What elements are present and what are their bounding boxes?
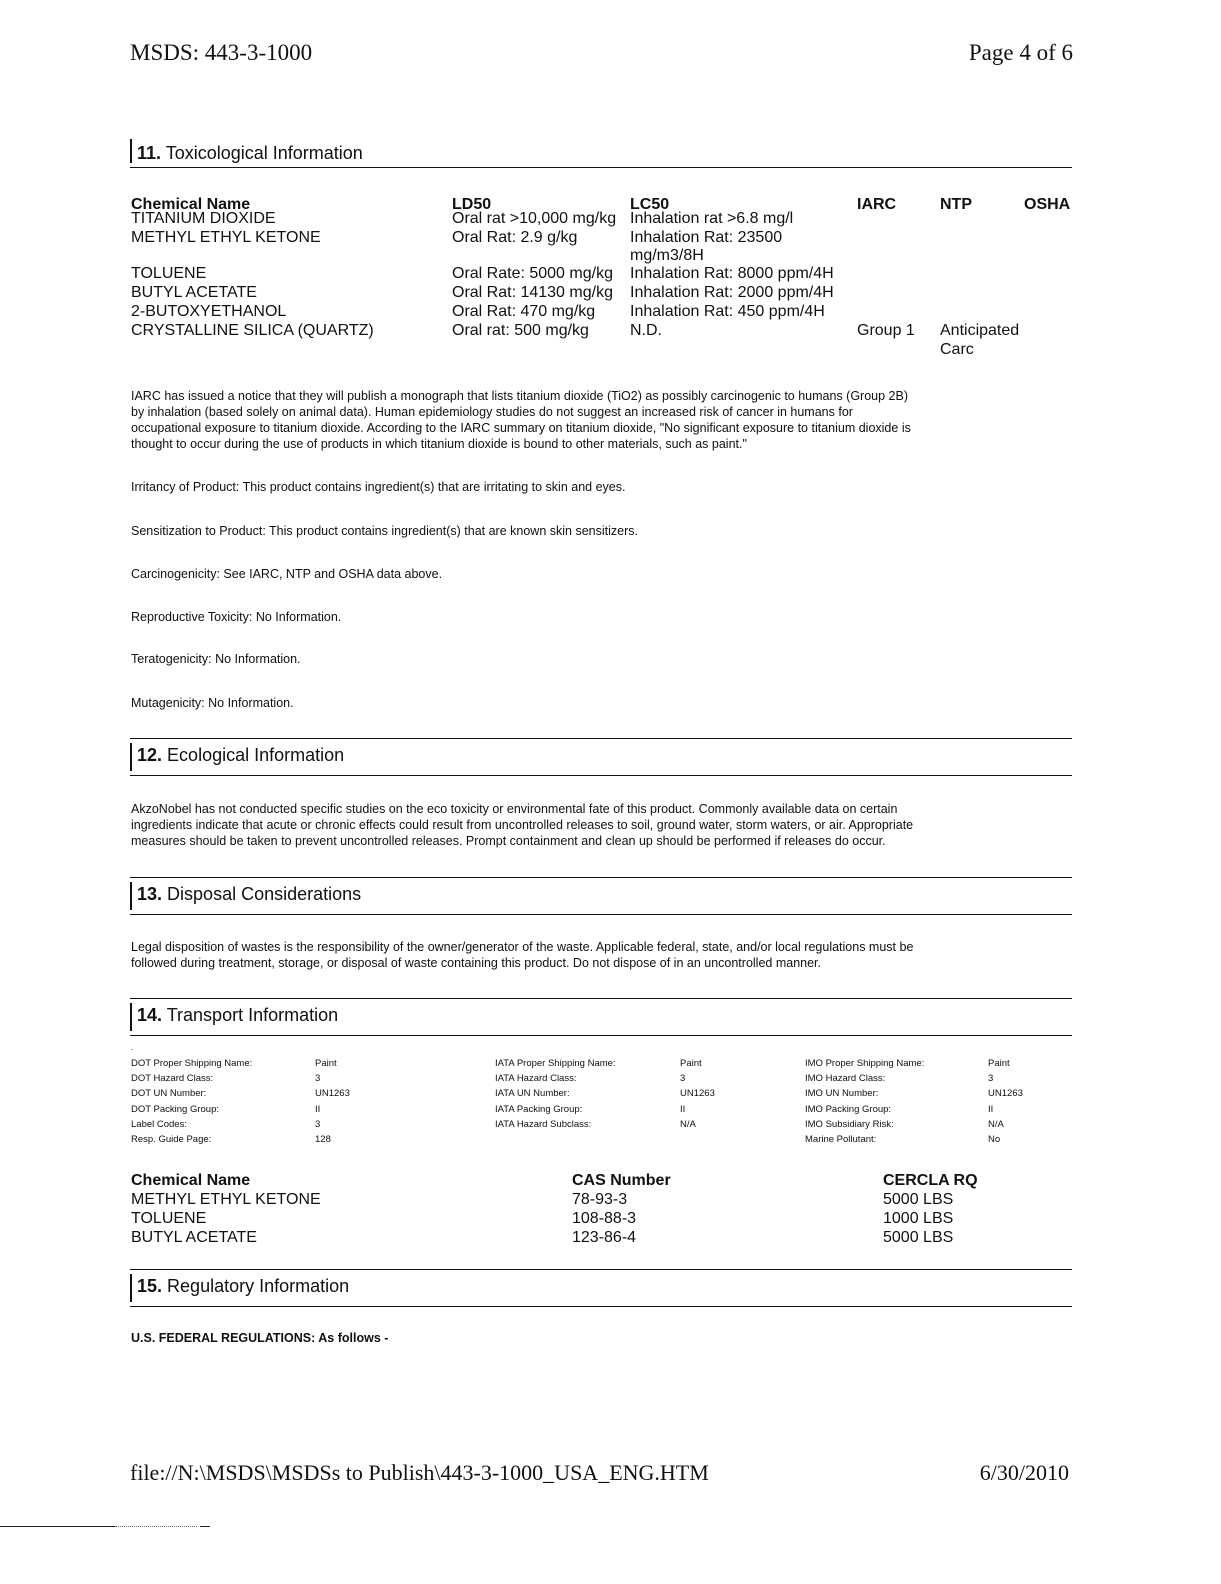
imo-label: Marine Pollutant: [805,1134,877,1145]
dot-value: 3 [315,1118,321,1130]
cercla-row-rq: 5000 LBS [883,1191,954,1208]
tox-row-lc50: Inhalation rat >6.8 mg/l [630,210,794,227]
tox-row-name: METHYL ETHYL KETONE [131,229,321,246]
imo-label: IMO Subsidiary Risk: [805,1118,894,1130]
cercla-header-rq: CERCLA RQ [883,1172,978,1189]
iata-label: IATA Proper Shipping Name: [495,1058,616,1069]
teratogenicity-text: Teratogenicity: No Information. [131,652,301,666]
section-13-header: 13. Disposal Considerations [130,877,1072,915]
dot-label: Resp. Guide Page: [131,1134,212,1145]
cercla-row-name: METHYL ETHYL KETONE [131,1191,321,1208]
tox-row-lc50: Inhalation Rat: 450 ppm/4H [630,303,825,320]
imo-value: II [988,1103,994,1115]
mutagenicity-text: Mutagenicity: No Information. [131,696,294,710]
tox-row-ld50: Oral Rat: 470 mg/kg [452,303,596,320]
iata-label: IATA Hazard Class: [495,1073,577,1085]
cercla-row-cas: 108-88-3 [572,1210,637,1227]
iata-value: N/A [680,1118,696,1130]
tox-row-ntp: Anticipated [940,322,1020,339]
tox-row-lc50-cont: mg/m3/8H [630,247,704,264]
tox-row-name: 2-BUTOXYETHANOL [131,303,287,320]
tox-row-lc50: Inhalation Rat: 23500 [630,229,783,246]
section-12-title: Ecological Information [167,745,345,765]
sensitization-text: Sensitization to Product: This product contains ingredient(s) that are known skin sensitizers. [131,524,638,538]
iata-label: IATA UN Number: [495,1088,570,1100]
section-15-header: 15. Regulatory Information [130,1269,1072,1307]
dot-label: DOT Hazard Class: [131,1073,214,1085]
tox-row-ntp-cont: Carc [940,341,974,358]
iata-value: Paint [680,1058,702,1069]
carcinogenicity-text: Carcinogenicity: See IARC, NTP and OSHA data above. [131,567,443,581]
tox-row-lc50: N.D. [630,322,662,339]
disposal-text: Legal disposition of wastes is the responsibility of the owner/generator of the waste. Applicable federal, state, and/or local regulations must be followed during treatment, storage, or disposal of waste containing this product. Do not dispose of in an uncontrolled manner. [131,940,914,970]
imo-label: IMO Packing Group: [805,1103,892,1115]
dot-value: 3 [315,1073,321,1085]
cercla-row-rq: 1000 LBS [883,1210,954,1227]
tox-row-name: CRYSTALLINE SILICA (QUARTZ) [131,322,374,339]
dot-value: UN1263 [315,1088,350,1100]
iata-value: 3 [680,1073,686,1085]
section-12-header: 12. Ecological Information [130,738,1072,776]
iata-value: UN1263 [680,1088,715,1100]
imo-label: IMO Proper Shipping Name: [805,1058,925,1069]
tox-header-iarc: IARC [857,196,897,213]
iarc-note: IARC has issued a notice that they will publish a monograph that lists titanium dioxide (TiO2) as possibly carcinogenic to humans (Group 2B) by inhalation (based solely on animal data). Human epidemiology studies do not suggest an increased risk of cancer in humans for occupational exposure to titanium dioxide. According to the IARC summary on titanium dioxide, "No significant exposure to titanium dioxide is thought to occur during the use of products in which titanium dioxide is bound to other materials, such as paint." [131,389,911,451]
tox-header-ntp: NTP [940,196,972,213]
cercla-row-rq: 5000 LBS [883,1229,954,1246]
dot-label: DOT Packing Group: [131,1103,220,1115]
tox-row-ld50: Oral rat: 500 mg/kg [452,322,589,339]
dot-value: II [315,1103,321,1115]
dot-value: 128 [315,1134,331,1145]
section-14-header: 14. Transport Information [130,998,1072,1036]
tox-row-ld50: Oral Rat: 14130 mg/kg [452,284,613,301]
tox-row-ld50: Oral rat >10,000 mg/kg [452,210,617,227]
imo-label: IMO Hazard Class: [805,1073,886,1085]
iata-value: II [680,1103,686,1115]
dot-label: DOT UN Number: [131,1088,207,1100]
reproductive-text: Reproductive Toxicity: No Information. [131,610,342,624]
imo-value: N/A [988,1118,1004,1130]
ecological-text: AkzoNobel has not conducted specific studies on the eco toxicity or environmental fate of this product. Commonly available data on certain ingredients indicate that acute or chronic effects could result from uncontrolled releases to soil, ground water, storm waters, or air. Appropriate measures should be taken to prevent uncontrolled releases. Prompt containment and clean up should be performed if releases do occur. [131,802,914,848]
irritancy-text: Irritancy of Product: This product contains ingredient(s) that are irritating to skin and eyes. [131,480,626,494]
iata-label: IATA Hazard Subclass: [495,1118,592,1130]
tox-row-lc50: Inhalation Rat: 2000 ppm/4H [630,284,834,301]
federal-regulations-text: U.S. FEDERAL REGULATIONS: As follows - [131,1331,389,1345]
page-number: Page 4 of 6 [968,40,1073,65]
imo-value: Paint [988,1058,1010,1069]
doc-id: MSDS: 443-3-1000 [130,40,313,65]
cercla-row-cas: 78-93-3 [572,1191,628,1208]
tox-header-osha: OSHA [1024,196,1071,213]
imo-label: IMO UN Number: [805,1088,879,1100]
imo-value: UN1263 [988,1088,1023,1100]
dot-label: DOT Proper Shipping Name: [131,1058,253,1069]
imo-value: No [988,1134,1001,1145]
tox-row-lc50: Inhalation Rat: 8000 ppm/4H [630,265,834,282]
section-15-title: Regulatory Information [167,1276,350,1296]
cercla-header-name: Chemical Name [131,1172,251,1189]
tox-row-iarc: Group 1 [857,322,915,339]
section-11-title: Toxicological Information [165,143,363,163]
tox-row-name: BUTYL ACETATE [131,284,257,301]
section-13-title: Disposal Considerations [167,884,362,904]
tox-row-name: TOLUENE [131,265,207,282]
cercla-row-name: TOLUENE [131,1210,207,1227]
tox-row-name: TITANIUM DIOXIDE [131,210,276,227]
section-14-title: Transport Information [166,1005,339,1025]
dot-value: Paint [315,1058,337,1069]
iata-label: IATA Packing Group: [495,1103,583,1115]
tox-header-name: Chemical Name [131,196,251,213]
footer-date: 6/30/2010 [979,1460,1069,1485]
tox-header-ld50: LD50 [452,196,492,213]
imo-value: 3 [988,1073,994,1085]
dot-label: Label Codes: [131,1118,187,1130]
cercla-row-name: BUTYL ACETATE [131,1229,257,1246]
tox-header-lc50: LC50 [630,196,670,213]
cercla-row-cas: 123-86-4 [572,1229,637,1246]
scan-mark [0,1526,115,1527]
cercla-header-cas: CAS Number [572,1172,671,1189]
section-11-header: 11. Toxicological Information [130,135,1072,168]
tox-row-ld50: Oral Rate: 5000 mg/kg [452,265,613,282]
tox-row-ld50: Oral Rat: 2.9 g/kg [452,229,578,246]
footer-path: file://N:\MSDS\MSDSs to Publish\443-3-1000_USA_ENG.HTM [130,1460,709,1485]
